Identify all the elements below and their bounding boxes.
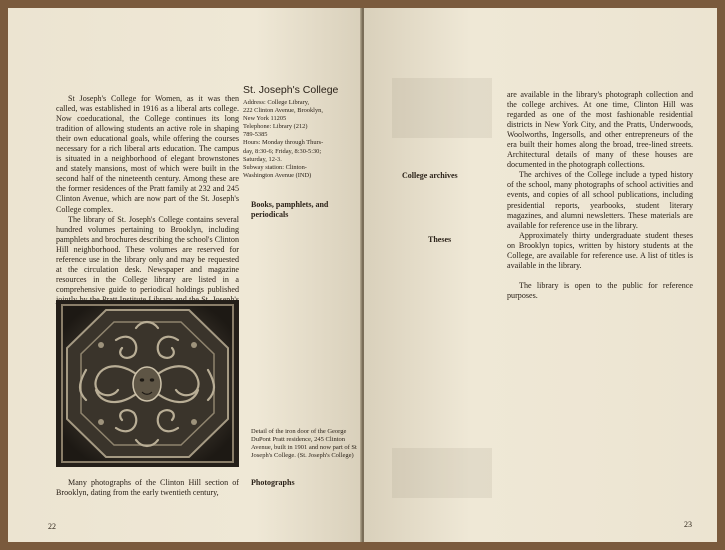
theses-paragraph: Approximately thirty undergraduate student theses on Brooklyn topics, written by history students at the College, are available for reference use. A list of titles is available in the library. xyxy=(507,230,693,270)
heading-theses: Theses xyxy=(428,235,452,244)
intro-text xyxy=(56,94,239,315)
address-line: Hours: Monday through Thurs- xyxy=(243,139,324,147)
ornament-image xyxy=(56,300,239,467)
address-line: 222 Clinton Avenue, Brooklyn, xyxy=(243,107,323,115)
iron-door-photo xyxy=(56,300,239,467)
intro-paragraph-1: St Joseph's College for Women, as it was then called, was established in 1916 as a liberal arts college. Now coeducational, the College continues its long tradition of allowing students an active role in shaping their own educational goals, while offering the courses necessary for a rich liberal arts education. The campus is situated in a neighborhood of elegant brownstones and stately mansions, most of which were built in the second half of the nineteenth century. Among these are the former residences of the Pratt family at 232 and 245 Clinton Avenue, which are now part of the St. Joseph's College complex. xyxy=(56,94,239,214)
address-line: day, 8:30-6; Friday, 8:30-5:30; xyxy=(243,147,322,155)
page-number-left: 22 xyxy=(48,522,56,531)
right-column-text xyxy=(507,90,693,301)
address-line: Telephone: Library (212) xyxy=(243,123,308,131)
address-line: 789-5385 xyxy=(243,131,268,139)
heading-books-pamphlets: Books, pamphlets, and periodicals xyxy=(251,200,329,219)
intro-paragraph-2: The library of St. Joseph's College contains several hundred volumes pertaining to Brooklyn, including pamphlets and brochures describing the school's Clinton Hill neighborhood. These volumes are reserved for reference use in the library only and may be requested at the circulation desk. Newspaper and magazine resources in the College library are listed in a comprehensive guide to periodical holdings published xyxy=(56,214,239,294)
heading-college-archives: College archives xyxy=(402,171,458,180)
right-page xyxy=(364,8,717,542)
continued-paragraph: are available in the library's photograph collection and the college archives. At one time, Clinton Hill was regarded as one of the most fashionable residential districts in New York City, and the Pratts, Underwoods, Woolworths, Ingersolls, and other entrepreneurs of the era built their homes along the broad, tree-lined streets. Architectural details of many of these houses are documented in the photograph collections. xyxy=(507,90,693,170)
photographs-text xyxy=(56,478,239,498)
page-number-right: 23 xyxy=(684,520,692,529)
left-page xyxy=(8,8,362,542)
photo-caption: Detail of the iron door of the George DuPont Pratt residence, 245 Clinton Avenue, built in 1901 and now part of St Joseph's College. (St. Joseph's College) xyxy=(251,428,357,460)
archives-paragraph: The archives of the College include a typed history of the school, many photographs of school activities and events, and copies of all school publications, including presidential reports, yearbooks, student literary magazines, and alumni newsletters. These materials are available for reference use in the library. xyxy=(507,170,693,230)
address-block xyxy=(243,99,355,180)
heading-photographs: Photographs xyxy=(251,478,295,487)
address-line: Subway station: Clinton- xyxy=(243,163,307,171)
show-through-mark xyxy=(392,78,492,138)
address-line: New York 11205 xyxy=(243,115,287,123)
photographs-paragraph: Many photographs of the Clinton Hill section of Brooklyn, dating from the early twentieth century, xyxy=(56,478,239,498)
show-through-mark xyxy=(392,448,492,498)
address-line: Saturday, 12-3. xyxy=(243,155,282,163)
address-line: Address: College Library, xyxy=(243,99,310,106)
book-spread xyxy=(8,8,717,542)
address-line: Washington Avenue (IND) xyxy=(243,171,312,179)
closing-paragraph: The library is open to the public for reference purposes. xyxy=(507,280,693,300)
sidebar-title: St. Joseph's College xyxy=(243,84,339,96)
